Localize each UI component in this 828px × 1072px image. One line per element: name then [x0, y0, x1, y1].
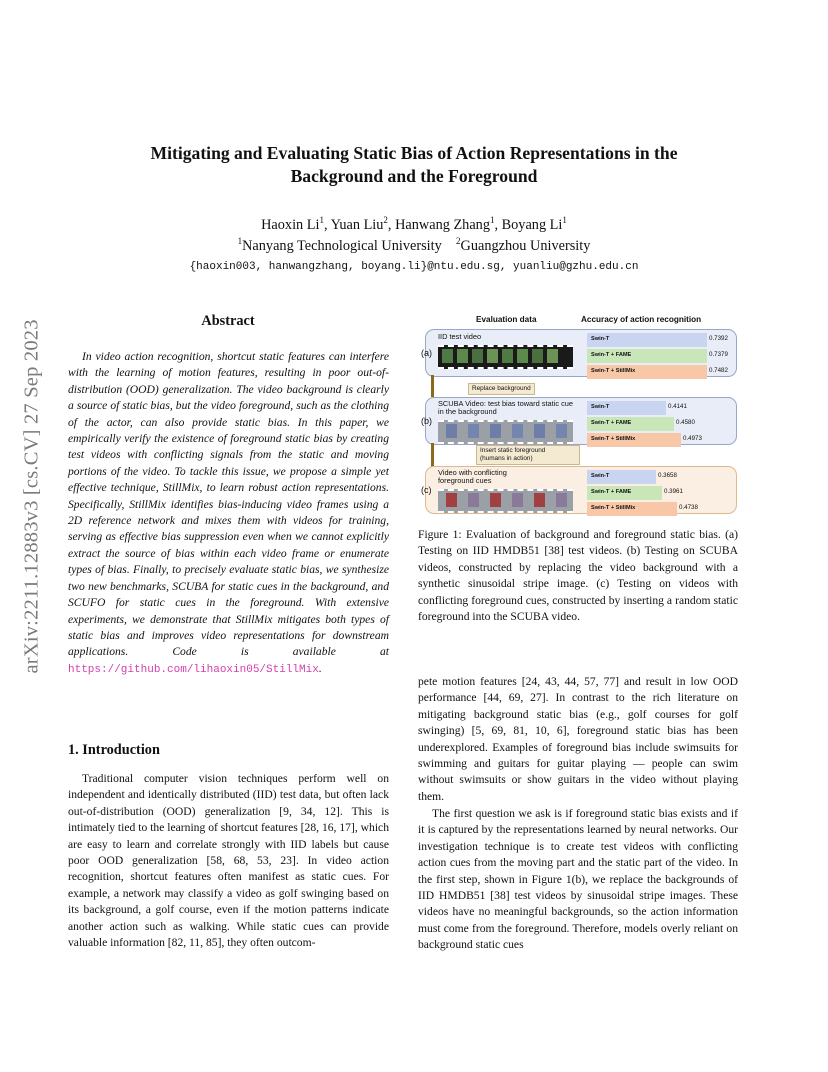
- video-frame: [534, 424, 545, 438]
- arrow-icon: [431, 375, 434, 397]
- bar-row: [587, 417, 733, 431]
- video-filmstrip: [438, 489, 573, 513]
- figure-1: [416, 309, 738, 517]
- video-frame: [457, 349, 468, 363]
- bar-label: Swin-T: [591, 336, 610, 342]
- author-emails: {haoxin003, hanwangzhang, boyang.li}@ntu.edu.sg, yuanliu@gzhu.edu.cn: [189, 261, 639, 273]
- title-line-1: Mitigating and Evaluating Static Bias of Action Representations in the: [150, 143, 678, 163]
- video-frame: [446, 493, 457, 507]
- abstract-heading: Abstract: [201, 313, 255, 329]
- author-sup: 1: [562, 215, 567, 226]
- figure-caption: Figure 1: Evaluation of background and foreground static bias. (a) Testing on IID HMDB51 [38] test videos. (b) Testing on SCUBA videos, constructed by replacing the video background with a synthetic sinusoidal stripe image. (c) Testing on videos with conflicting foreground cues, constructed by inserting a random static foreground into the SCUBA video.: [418, 528, 738, 624]
- video-frame: [502, 349, 513, 363]
- panel-caption: SCUBA Video: test bias toward static cue in the background: [438, 399, 574, 417]
- bar-row: [587, 433, 733, 447]
- affil-sup: 2: [456, 236, 461, 247]
- bar-row: [587, 333, 733, 347]
- bar-value: 0.4738: [679, 504, 698, 511]
- affil-sup: 1: [237, 236, 243, 247]
- bar-row: [587, 401, 733, 415]
- callout-line: (humans in action): [480, 455, 533, 462]
- bar-label: Swin-T + FAME: [591, 420, 632, 426]
- fig-header-accuracy: Accuracy of action recognition: [581, 315, 702, 324]
- author: Yuan Liu: [330, 217, 384, 233]
- bar-value: 0.7379: [709, 351, 728, 358]
- paper-title: [90, 142, 738, 188]
- bar-value: 0.4141: [668, 403, 687, 410]
- panel-c: [421, 466, 737, 514]
- video-frame: [487, 349, 498, 363]
- video-frame: [468, 493, 479, 507]
- bar-row: [587, 470, 733, 484]
- callout-line: Insert static foreground: [480, 447, 546, 454]
- video-frame: [442, 349, 453, 363]
- panel-a: [421, 329, 737, 377]
- bar-label: Swin-T + StillMix: [591, 505, 636, 511]
- bar-row: [587, 365, 733, 379]
- author-sup: 1: [489, 215, 495, 226]
- bar-group-a: [587, 333, 733, 381]
- bar-value: 0.4580: [676, 419, 695, 426]
- intro-heading: 1. Introduction: [68, 742, 160, 758]
- author: Boyang Li: [501, 217, 563, 233]
- affiliation: Nanyang Technological University: [242, 238, 442, 254]
- bar-group-b: [587, 401, 733, 449]
- bar-group-c: [587, 470, 733, 518]
- bar-row: [587, 486, 733, 500]
- panel-b: [421, 397, 737, 445]
- video-frame: [512, 424, 523, 438]
- video-frame: [490, 493, 501, 507]
- arxiv-stamp: arXiv:2211.12883v3 [cs.CV] 27 Sep 2023: [20, 319, 43, 674]
- right-paragraph-2: The first question we ask is if foreground static bias exists and if it is captured by the representations learned by neural networks. Our investigation technique is to create test videos with conflicting action cues from the moving part and the static part of the video. In the first step, shown in Figure 1(b), we replace the backgrounds of IID HMDB51 [38] test videos by sinusoidal stripe images. These videos have no meaningful backgrounds, so the action information must come from the foreground. Therefore, models overly reliant on background static cues: [418, 807, 738, 952]
- callout-replace-background: Replace background: [468, 383, 535, 395]
- video-frame: [532, 349, 543, 363]
- video-frame: [534, 493, 545, 507]
- bar-value: 0.4973: [683, 435, 702, 442]
- bar-label: Swin-T + FAME: [591, 489, 632, 495]
- video-frame: [547, 349, 558, 363]
- video-filmstrip: [438, 420, 573, 444]
- arrow-icon: [431, 443, 434, 467]
- callout-insert-foreground: [476, 445, 580, 465]
- bar-label: Swin-T + StillMix: [591, 368, 636, 374]
- affiliation: Guangzhou University: [460, 238, 591, 254]
- author-sup: 2: [383, 215, 388, 226]
- video-frame: [556, 424, 567, 438]
- panel-caption: IID test video: [438, 332, 482, 341]
- bar-row: [587, 502, 733, 516]
- video-frame: [468, 424, 479, 438]
- bar-value: 0.7482: [709, 367, 728, 374]
- right-paragraph-1: pete motion features [24, 43, 44, 57, 77] and result in low OOD performance [44, 69, 27]. In contrast to the rich literature on mitigating background static bias (e.g., golf courses for golf swinging) [5, 69, 81, 10, 6], foreground static bias has been underexplored. Examples of foreground bias include swimsuits for swimming and guitars for guitar playing — people can swim without swimsuits or show guitars in the video without playing them.: [418, 675, 738, 803]
- intro-paragraph: Traditional computer vision techniques perform well on independent and identically distributed (IID) test data, but often lack out-of-distribution (OOD) generalization [9, 34, 12]. This is intimately tied to the learning of shortcut features [28, 16, 17], which are easy to learn and correlate strongly with IID labels but cause poor OOD generalization [58, 68, 53, 23]. In video action recognition, shortcut features often manifest as static cues. For example, a network may classify a video as golf swinging based on its background, a golf course, even if the motion patterns indicate another action such as walking. While static cues can provide valuable information [82, 11, 85], they often outcom-: [68, 772, 389, 950]
- bar-label: Swin-T + FAME: [591, 352, 632, 358]
- video-frame: [490, 424, 501, 438]
- abstract-body: In video action recognition, shortcut static features can interfere with the learning of motion features, resulting in poor out-of-distribution (OOD) generalization. The video background is clearly a source of static bias, but the video foreground, such as the clothing of the actor, can also provide static bias. In this paper, we empirically verify the existence of foreground static bias by creating test videos with conflicting signals from the static and moving portions of the video. To tackle this issue, we propose a simple yet effective technique, StillMix, to learn robust action representations. Specifically, StillMix identifies bias-inducing video frames using a 2D reference network and mixes them with videos for training, serving as effective bias suppression even when we cannot explicitly extract the source of bias within each video frame or enumerate types of bias. Finally, to precisely evaluate static bias, we synthesize two new benchmarks, SCUBA for static cues in the background, and SCUFO for static cues in the foreground. With extensive experiments, we demonstrate that StillMix mitigates both types of static bias and improves video representations for downstream applications. Code is available at https://github.com/lihaoxin05/StillMix.: [68, 350, 389, 676]
- author-sup: 1: [319, 215, 324, 226]
- abstract-text: In video action recognition, shortcut static features can interfere with the learning of motion features, resulting in poor out-of-distribution (OOD) generalization. The video background is clearly a source of static bias, but the video foreground, such as the clothing of the actor, can also provide static bias. In this paper, we empirically verify the existence of foreground static bias by creating test videos with conflicting signals from the static and moving portions of the video. To tackle this issue, we propose a simple yet effective technique, StillMix, to learn robust action representations. Specifically, StillMix identifies bias-inducing video frames using a 2D reference network and mixes them with videos for training, serving as effective bias suppression even when we cannot explicitly extract the source of bias within each video frame or enumerate types of bias. Finally, to precisely evaluate static bias, we synthesize two new benchmarks, SCUBA for static cues in the background, and SCUFO for static cues in the foreground. With extensive experiments, we demonstrate that StillMix mitigates both types of static bias and improves video representations for downstream applications. Code is available at: [68, 350, 389, 659]
- bar-value: 0.3658: [658, 472, 677, 479]
- panel-label: (c): [421, 485, 432, 495]
- author: Haoxin Li: [261, 217, 320, 233]
- panel-caption: Video with conflicting foreground cues: [438, 468, 507, 486]
- bar-label: Swin-T + StillMix: [591, 436, 636, 442]
- video-frame: [556, 493, 567, 507]
- bar-row: [587, 349, 733, 363]
- video-frame: [446, 424, 457, 438]
- video-frame: [517, 349, 528, 363]
- title-line-2: Background and the Foreground: [290, 166, 538, 186]
- bar-value: 0.7392: [709, 335, 728, 342]
- author: Hanwang Zhang: [395, 217, 490, 233]
- affiliations: [90, 238, 738, 255]
- bar-label: Swin-T: [591, 404, 610, 410]
- code-link[interactable]: https://github.com/lihaoxin05/StillMix: [68, 663, 319, 676]
- fig-header-evaluation: Evaluation data: [476, 315, 537, 324]
- video-frame: [472, 349, 483, 363]
- panel-label: (b): [421, 416, 432, 426]
- author-list: Haoxin Li$^1$, Yuan Liu$^2$, Hanwang Zhang$^1$, Boyang Li$^1$: [261, 215, 567, 233]
- video-filmstrip: [438, 345, 573, 369]
- bar-label: Swin-T: [591, 473, 610, 479]
- bar-value: 0.3961: [664, 488, 683, 495]
- panel-label: (a): [421, 348, 432, 358]
- video-frame: [512, 493, 523, 507]
